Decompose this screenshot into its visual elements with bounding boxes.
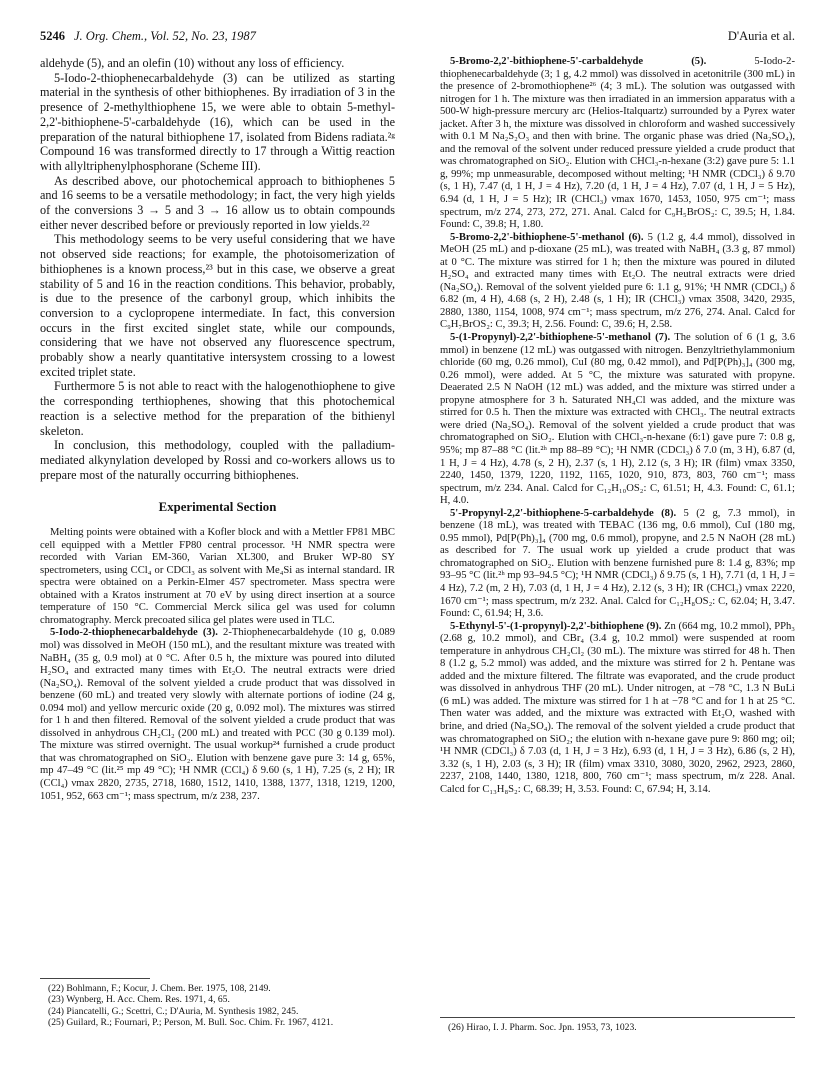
compound-heading: 5-Ethynyl-5'-(1-propynyl)-2,2'-bithiophene (9). bbox=[450, 620, 662, 632]
compound-procedure: Zn (664 mg, 10.2 mmol), PPh₃ (2.68 g, 10.2 mmol), and CBr₄ (3.4 g, 10.2 mmol) were suspended at room temperature in anhydrous CH₂Cl₂ (30 mL). The mixture was stirred for 48 h. Then 8 (1.2 g, 5.2 mmol) was added, and the mixture was stirred for 2 h. Pentane was added and the mixture filtered. The filtrate was evaporated, and the crude product was dissolved in anhydrous THF (20 mL). Under nitrogen, at −78 °C, 1.3 N BuLi (6 mL) was added. The mixture was stirred for 1 h at −78 °C and for 1 h at 25 °C. Then water was added, and the mixture was extracted with Et₂O, washed with brine, and dried (Na₂SO₄). The removal of the solvent yielded a crude product that was chromatographed on SiO₂; the elution with n-hexane gave pure 9: 860 mg; oil; ¹H NMR (CDCl₃) δ 7.03 (d, 1 H, J = 3 Hz), 6.93 (d, 1 H, J = 3 Hz), 6.86 (s, 2 H), 3.32 (s, 1 H), 2.03 (s, 3 H); IR (film) νmax 3310, 3080, 3020, 2962, 2923, 2860, 2237, 2108, 1440, 1380, 1218, 800, 760 cm⁻¹; mass spectrum, m/z 228. Anal. Calcd for C₁₃H₈S₂: C, 68.39; H, 3.53. Found: C, 67.94; H, 3.14. bbox=[440, 620, 795, 795]
paragraph: As described above, our photochemical approach to bithiophenes 5 and 16 seems to be a versatile methodology; in fact, the very high yields of the conversions 3 → 5 and 3 → 16 allow us to obtain compounds either never described before or previously reported in low yields.²² bbox=[40, 173, 395, 232]
compound-procedure: 2-Thiophenecarbaldehyde (10 g, 0.089 mol) was dissolved in MeOH (150 mL), and the resultant mixture was treated with NaBH₄ (35 g, 0.9 mol) at 0 °C. After 0.5 h, the mixture was poured into diluted H₂SO₄ and extracted many times with Et₂O. The neutral extracts were dried (Na₂SO₄). Removal of the solvent yielded a crude product that was dissolved in benzene (60 mL) and treated very slowly with alternate portions of iodine (24 g, 0.094 mol) and yellow mercuric oxide (20 g, 0.092 mol). The mixtures was stirred for 1 h and then filtered. Removal of the solvent yielded a crude product that was dissolved in anhydrous CH₂Cl₂ (200 mL) and treated with PCC (30 g 0.139 mol). The mixture was stirred overnight. The usual workup²⁴ furnished a crude product that was chromatographed on SiO₂. Elution with benzene gave pure 3: 14 g, 65%, mp 47–49 °C (lit.²⁵ mp 49 °C); ¹H NMR (CCl₄) δ 9.60 (s, 1 H), 7.25 (s, 2 H); IR (CCl₄) νmax 2820, 2735, 2718, 1680, 1512, 1410, 1388, 1377, 1318, 1219, 1200, 1051, 952, 663 cm⁻¹; mass spectrum, m/z 238, 237. bbox=[40, 627, 395, 802]
compound-heading: 5-Bromo-2,2'-bithiophene-5'-carbaldehyde (5). bbox=[450, 56, 707, 67]
experimental-text bbox=[40, 527, 395, 803]
footnote-divider bbox=[440, 1017, 795, 1018]
paragraph: 5-Iodo-2-thiophenecarbaldehyde (3) can be utilized as starting material in the synthesis of other bithiophenes. By irradiation of 3 in the presence of 2-methylthiophene 15, we were able to obtain 5-methyl-2,2'-bithiophene-5'-carbaldehyde (16), which can be used in the preparation of the natural bithiophene 17, isolated from Bidens radiata.²ᵍ Compound 16 was transformed directly to 17 through a Wittig reaction with allyltriphenylphosphorane (Scheme III). bbox=[40, 70, 395, 173]
footnote: (24) Piancatelli, G.; Scettri, C.; D'Auria, M. Synthesis 1982, 245. bbox=[48, 1005, 299, 1017]
section-heading: Experimental Section bbox=[158, 500, 277, 515]
compound-procedure: The solution of 6 (1 g, 3.6 mmol) in benzene (12 mL) was outgassed with nitrogen. Benzyltriethylammonium chloride (60 mg, 0.26 mmol), CuI (80 mg, 0.42 mmol), and Pd[P(Ph)₃]₄ (300 mg, 0.26 mmol), were added. At 5 °C, the mixture was saturated with propyne. Deaerated 2.5 N NaOH (12 mL) was added, and the mixture was stirred under a propyne atmosphere for 3 h. Saturated NH₄Cl was added, and the mixture was stirred for 0.5 h. Then the mixture was extracted with CHCl₃. The neutral extracts were dried (Na₂SO₄). Removal of the solvent yielded a crude product that was chromatographed on SiO₂. Elution with CHCl₃-n-hexane (6:1) gave pure 7: 0.8 g, 95%; mp 87–88 °C (lit.²ʰ mp 88–89 °C); ¹H NMR (CDCl₃) δ 7.0 (m, 3 H), 6.87 (d, 1 H, J = 4 Hz), 4.78 (s, 2 H), 2.37 (s, 1 H), 2.12 (s, 3 H); IR (film) νmax 3350, 2240, 1450, 1379, 1220, 1192, 1165, 1020, 910, 873, 803, 760 cm⁻¹; mass spectrum, m/z 234. Anal. Calcd for C₁₂H₁₀OS₂: C, 61.51; H, 4.3. Found: C, 61.1; H, 4.0. bbox=[440, 332, 795, 507]
paragraph bbox=[440, 56, 795, 232]
compound-procedure: 5 (2 g, 7.3 mmol), in benzene (18 mL), was treated with TEBAC (136 mg, 0.6 mmol), CuI (180 mg, 0.95 mmol), Pd[P(Ph)₃]₄ (700 mg, 0.6 mmol), propyne, and 2.5 N NaOH (28 mL) as described for 7. The usual work up yielded a crude product that was chromatographed on SiO₂. Elution with benzene furnished pure 8: 1.4 g, 83%; mp 93–95 °C (lit.²ʰ mp 93–94.5 °C); ¹H NMR (CDCl₃) δ 9.75 (s, 1 H), 7.71 (d, 1 H, J = 4 Hz), 7.2 (m, 2 H), 7.03 (d, 1 H, J = 4 Hz), 2.12 (s, 3 H); IR (CHCl₃) νmax 2220, 1670 cm⁻¹; mass spectrum, m/z 232. Anal. Calcd for C₁₂H₈OS₂: C, 62.04; H, 3.47. Found: C, 61.94; H, 3.6. bbox=[440, 507, 795, 620]
footnotes-left bbox=[40, 983, 395, 1028]
right-column bbox=[440, 56, 795, 796]
compound-procedure: 5 (1.2 g, 4.4 mmol), dissolved in MeOH (25 mL) and p-dioxane (25 mL), was treated with NaBH₄ (3.3 g, 87 mmol) at 0 °C. The mixture was stirred for 1 h; then the mixture was poured in diluted H₂SO₄ and extracted many times with Et₂O. The neutral extracts were dried (Na₂SO₄). Removal of the solvent yielded pure 6: 1.1 g, 91%; ¹H NMR (CDCl₃) δ 6.82 (m, 4 H), 4.68 (s, 2 H), 2.48 (s, 1 H); IR (CHCl₃) νmax 3508, 3420, 2935, 2880, 1380, 1154, 1008, 974 cm⁻¹; mass spectrum, m/z 276, 274. Anal. Calcd for C₉H₇BrOS₂: C, 39.3; H, 2.56. Found: C, 39.6; H, 2.58. bbox=[440, 231, 795, 331]
journal-citation: J. Org. Chem., Vol. 52, No. 23, 1987 bbox=[74, 29, 256, 43]
compound-heading: 5'-Propynyl-2,2'-bithiophene-5-carbaldehyde (8). bbox=[450, 507, 677, 519]
paragraph bbox=[440, 332, 795, 508]
paragraph bbox=[440, 508, 795, 621]
footnote-divider bbox=[40, 978, 150, 979]
paragraph bbox=[440, 621, 795, 797]
left-column bbox=[40, 56, 395, 803]
compound-heading: 5-Bromo-2,2'-bithiophene-5'-methanol (6). bbox=[450, 231, 644, 243]
paragraph: aldehyde (5), and an olefin (10) without any loss of efficiency. bbox=[40, 56, 345, 70]
running-header bbox=[40, 29, 795, 45]
footnote: (26) Hirao, I. J. Pharm. Soc. Jpn. 1953, 73, 1023. bbox=[448, 1022, 637, 1033]
paragraph bbox=[440, 232, 795, 332]
page-number: 5246 bbox=[40, 29, 65, 43]
compound-procedure: 5-Iodo-2-thiophenecarbaldehyde (3; 1 g, 4.2 mmol) was dissolved in acetonitrile (300 mL) in the presence of 2-bromothiophene²⁶ (4; 3 mL). The solution was outgassed with nitrogen for 1 h. The mixture was then irradiated in an immersion apparatus with a 500-W high-pressure mercury arc (Helios-Italquartz) surrounded by a Pyrex water jacket. After 3 h, the mixture was dissolved in chloroform and washed successively with 0.1 M Na₂S₂O₃ and then with brine. The organic phase was dried (Na₂SO₄), and the removal of the solvent under reduced pressure yielded a crude product that was chromatographed on SiO₂. Elution with CHCl₃-n-hexane (3:2) gave pure 5: 1.1 g, 99%; mp unmeasurable, decomposed without melting; ¹H NMR (CDCl₃) δ 9.70 (s, 1 H), 7.47 (d, 1 H, J = 4 Hz), 7.20 (d, 1 H, J = 4 Hz), 7.07 (d, 1 H, J = 5 Hz), 6.94 (d, 1 H, J = 5 Hz); IR (CHCl₃) νmax 1670, 1453, 1050, 975 cm⁻¹; mass spectrum, m/z 274, 273, 272, 271. Anal. Calcd for C₉H₅BrOS₂: C, 39.5; H, 1.84. Found: C, 39.8; H, 1.80. bbox=[440, 56, 795, 231]
paragraph: Furthermore 5 is not able to react with the halogenothiophene to give the corresponding terthiophenes, showing that this photochemical reaction is a selective method for the preparation of the bithienyl skeleton. bbox=[40, 379, 395, 438]
author-header: D'Auria et al. bbox=[727, 29, 795, 43]
paragraph: Melting points were obtained with a Kofler block and with a Mettler FP81 MBC cell equipped with a Mettler FP80 central processor. ¹H NMR spectra were recorded with Varian EM-360, Varian XL300, and Bruker WP-80 SY spectrometers, using CCl₄ or CDCl₃ as solvent with Me₄Si as internal standard. IR spectra were obtained on a Perkin-Elmer 457 spectrometer. Mass spectra were obtained with a Kratos instrument at 70 eV by using direct insertion at a source temperature of 150 °C. Commercial Merck silica gel was used for column chromatography. Merck precoated silica gel plates were used in TLC. bbox=[40, 527, 395, 626]
footnote: (23) Wynberg, H. Acc. Chem. Res. 1971, 4, 65. bbox=[48, 994, 230, 1006]
footnotes-right bbox=[440, 1022, 795, 1033]
footnote: (22) Bohlmann, F.; Kocur, J. Chem. Ber. 1975, 108, 2149. bbox=[48, 983, 271, 994]
compound-heading: 5-Iodo-2-thiophenecarbaldehyde (3). bbox=[50, 627, 218, 639]
paragraph: This methodology seems to be very useful considering that we have not observed side reactions; for example, the photoisomerization of bithiophenes is a known process,²³ but in this case, we observe a great stability of 5 and 16 in the reaction conditions. This behavior, probably, is due to the presence of the carbonyl group, which inhibits the conversion to a cyclopropene intermediate. In fact, this conversion occurs in the first excited singlet state, while our compounds, considering that we have not observed any fluorescence spectrum, probably show a nearly quantitative intersystem crossing to a lowest excited triplet state. bbox=[40, 232, 395, 379]
compound-heading: 5-(1-Propynyl)-2,2'-bithiophene-5'-methanol (7). bbox=[450, 332, 671, 344]
footnote: (25) Guilard, R.; Fournari, P.; Person, M. Bull. Soc. Chim. Fr. 1967, 4121. bbox=[48, 1016, 334, 1028]
paragraph bbox=[40, 627, 395, 803]
paragraph: In conclusion, this methodology, coupled with the palladium-mediated alkynylation developed by Rossi and co-workers allows us to prepare most of the naturally occurring bithiophenes. bbox=[40, 438, 395, 482]
